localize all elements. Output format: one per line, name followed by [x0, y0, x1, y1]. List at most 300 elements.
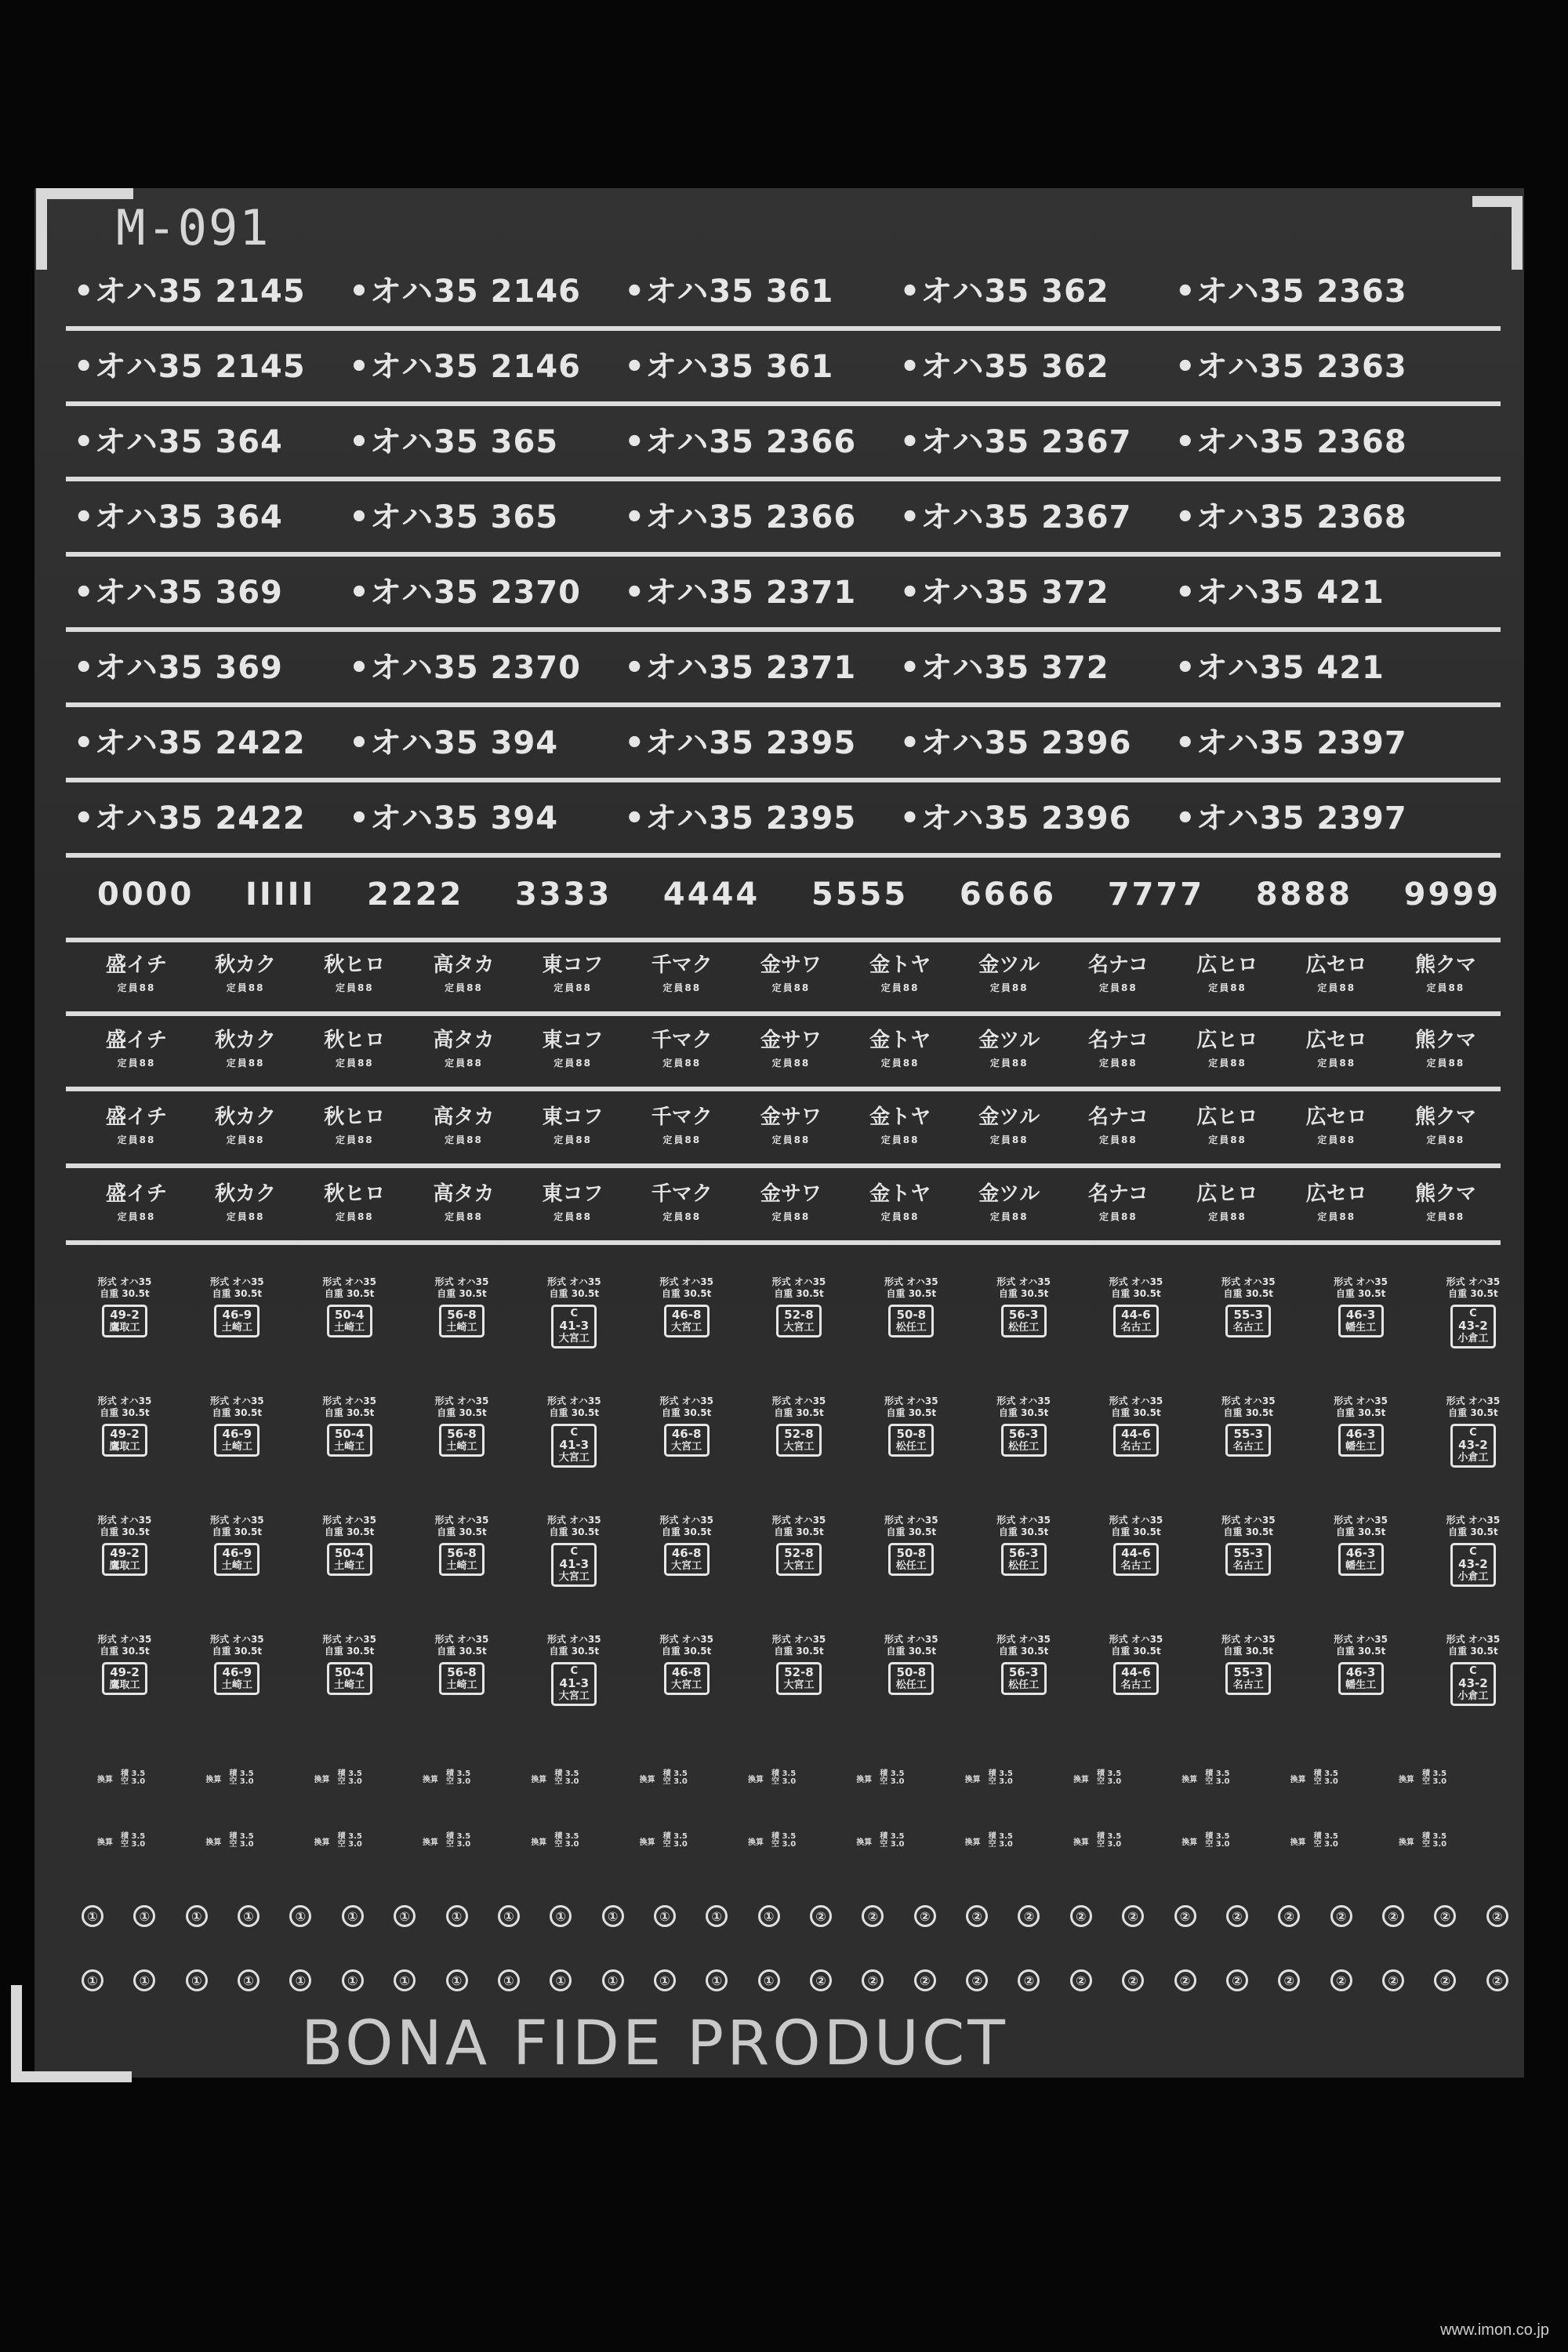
circled-number: ② [1486, 1969, 1508, 1991]
conversion-values [880, 1770, 904, 1786]
circled-number: ② [1174, 1905, 1196, 1927]
depot-code: 秋ヒロ [324, 1182, 386, 1206]
car-number: •オハ35 2422 [74, 725, 306, 761]
plate-date: 41-3 [559, 1438, 590, 1452]
conversion-values [1314, 1770, 1338, 1786]
conversion-loaded: 積 3.5 [1205, 1832, 1230, 1841]
depot-code: 高タカ [433, 1182, 495, 1206]
conversion-empty: 空 3.0 [988, 1840, 1013, 1849]
plate-box [439, 1424, 485, 1457]
conversion-empty: 空 3.0 [554, 1840, 579, 1849]
depot-code: 金サワ [760, 1029, 822, 1052]
plate-type: 形式 オハ35 [884, 1276, 938, 1287]
depot-mark [307, 1178, 401, 1223]
car-number: •オハ35 394 [349, 725, 559, 761]
circled-number: ② [1330, 1969, 1352, 1991]
plate-type: 形式 オハ35 [434, 1515, 489, 1526]
plate-class: C [1469, 1427, 1477, 1439]
builder-plate [756, 1396, 842, 1468]
depot-mark [744, 949, 838, 994]
plate-weight: 自重 30.5t [324, 1526, 375, 1537]
plate-date: 50-8 [896, 1427, 927, 1441]
circled-number: ② [1278, 1969, 1300, 1991]
builder-plate [644, 1634, 730, 1706]
conversion-mark-row [97, 1770, 1485, 1786]
plate-weight: 自重 30.5t [212, 1526, 263, 1537]
conversion-loaded: 積 3.5 [988, 1832, 1013, 1841]
plate-date: 46-8 [671, 1665, 702, 1679]
builder-plate [419, 1634, 505, 1706]
plate-weight: 自重 30.5t [886, 1288, 937, 1299]
plate-works: 松任工 [1008, 1441, 1040, 1453]
depot-mark [1181, 1024, 1275, 1069]
digit-group: 4444 [662, 877, 760, 913]
conversion-label: 換算 [1181, 1838, 1198, 1847]
conversion-empty: 空 3.0 [771, 1840, 797, 1849]
builder-plate [1093, 1634, 1179, 1706]
circled-number: ② [1122, 1969, 1144, 1991]
depot-code: 金トヤ [869, 1029, 931, 1052]
conversion-mark [531, 1770, 617, 1786]
plate-type: 形式 オハ35 [1446, 1276, 1501, 1287]
plate-date: 46-9 [222, 1308, 252, 1322]
depot-mark [635, 1178, 729, 1223]
plate-class: C [570, 1427, 579, 1439]
depot-code: 金トヤ [869, 1182, 931, 1206]
sheet-code: M-091 [116, 199, 270, 256]
capacity-label: 定員88 [1426, 1211, 1465, 1222]
plate-box [1225, 1662, 1271, 1695]
conversion-values [1205, 1833, 1229, 1849]
plate-date: 41-3 [559, 1557, 590, 1571]
car-number: •オハ35 365 [349, 424, 559, 460]
divider-line [66, 702, 1501, 707]
depot-mark [635, 1024, 729, 1069]
depot-mark [307, 1024, 401, 1069]
plate-works: 名古工 [1120, 1560, 1152, 1572]
plate-box [1338, 1424, 1384, 1457]
depot-code: 秋ヒロ [324, 1029, 386, 1052]
plate-type: 形式 オハ35 [1334, 1396, 1388, 1406]
divider-line [66, 938, 1501, 942]
builder-plate [868, 1515, 954, 1587]
capacity-label: 定員88 [226, 1211, 265, 1222]
plate-box [1338, 1305, 1384, 1338]
builder-plate [531, 1515, 617, 1587]
builder-plate [307, 1634, 393, 1706]
plate-weight: 自重 30.5t [661, 1407, 712, 1418]
conversion-label: 換算 [1181, 1775, 1198, 1784]
conversion-empty: 空 3.0 [229, 1840, 254, 1849]
capacity-label: 定員88 [771, 982, 811, 993]
plate-box [888, 1424, 934, 1457]
depot-mark [526, 1101, 620, 1146]
plate-type: 形式 オハ35 [1334, 1276, 1388, 1287]
plate-date: 43-2 [1458, 1319, 1488, 1333]
depot-mark [635, 1101, 729, 1146]
conversion-mark [205, 1833, 292, 1849]
conversion-values [446, 1770, 470, 1786]
plate-weight: 自重 30.5t [437, 1526, 487, 1537]
plate-box [327, 1424, 372, 1457]
circled-number: ② [1434, 1969, 1456, 1991]
plate-date: 50-8 [896, 1308, 927, 1322]
plate-weight: 自重 30.5t [549, 1288, 600, 1299]
plate-date: 46-8 [671, 1427, 702, 1441]
plate-type: 形式 オハ35 [771, 1396, 826, 1406]
divider-line [66, 401, 1501, 406]
capacity-label: 定員88 [117, 1134, 156, 1145]
car-number: •オハ35 2367 [899, 499, 1132, 535]
conversion-values [554, 1770, 579, 1786]
plate-date: 50-4 [334, 1546, 365, 1560]
plate-box [1225, 1543, 1271, 1576]
circled-number: ① [238, 1969, 260, 1991]
divider-line [66, 1163, 1501, 1168]
builder-plate [419, 1276, 505, 1348]
plate-date: 52-8 [784, 1308, 814, 1322]
circled-number: ② [914, 1905, 936, 1927]
depot-mark [1399, 1024, 1493, 1069]
plate-works: 土崎工 [334, 1441, 365, 1453]
plate-weight: 自重 30.5t [324, 1646, 375, 1657]
circled-number: ① [394, 1905, 416, 1927]
car-number: •オハ35 361 [624, 349, 834, 385]
builder-plate [1430, 1634, 1516, 1706]
plate-weight: 自重 30.5t [549, 1407, 600, 1418]
circled-number: ② [862, 1969, 884, 1991]
builder-plate [531, 1634, 617, 1706]
plate-box [1225, 1305, 1271, 1338]
plate-works: 大宮工 [783, 1322, 815, 1334]
builder-plate [644, 1276, 730, 1348]
capacity-label: 定員88 [554, 1211, 592, 1222]
plate-type: 形式 オハ35 [322, 1634, 376, 1645]
capacity-label: 定員88 [1099, 1211, 1138, 1222]
depot-mark [89, 1024, 183, 1069]
depot-code: 秋ヒロ [324, 1105, 386, 1129]
depot-mark [744, 1178, 838, 1223]
plate-type: 形式 オハ35 [322, 1276, 376, 1287]
conversion-loaded: 積 3.5 [445, 1832, 471, 1841]
conversion-empty: 空 3.0 [337, 1777, 362, 1786]
conversion-mark [1073, 1833, 1160, 1849]
plate-weight: 自重 30.5t [998, 1407, 1049, 1418]
capacity-label: 定員88 [445, 1058, 483, 1069]
plate-works: 幡生工 [1345, 1441, 1377, 1453]
conversion-mark [856, 1833, 942, 1849]
car-number: •オハ35 421 [1175, 650, 1385, 686]
plate-box [1450, 1305, 1496, 1348]
depot-mark [416, 1024, 510, 1069]
conversion-loaded: 積 3.5 [771, 1832, 797, 1841]
circled-number: ① [758, 1969, 780, 1991]
plate-type: 形式 オハ35 [1109, 1396, 1163, 1406]
capacity-label: 定員88 [989, 1211, 1029, 1222]
plate-works: 松任工 [895, 1441, 927, 1453]
capacity-label: 定員88 [226, 982, 265, 993]
depot-code: 熊クマ [1414, 1182, 1476, 1206]
plate-date: 52-8 [784, 1427, 814, 1441]
plate-box [664, 1305, 710, 1338]
number-row [74, 643, 1446, 690]
builder-plate [644, 1396, 730, 1468]
plate-date: 44-6 [1121, 1308, 1151, 1322]
plate-date: 52-8 [784, 1546, 814, 1560]
depot-mark [962, 1101, 1056, 1146]
plate-weight: 自重 30.5t [1111, 1407, 1161, 1418]
plate-type: 形式 オハ35 [884, 1515, 938, 1526]
capacity-label: 定員88 [554, 1058, 592, 1069]
plate-box [102, 1424, 147, 1457]
conversion-label: 換算 [747, 1838, 764, 1847]
depot-mark [1181, 1101, 1275, 1146]
car-number: •オハ35 2368 [1175, 499, 1407, 535]
car-number: •オハ35 2397 [1175, 800, 1407, 837]
circled-number: ① [342, 1969, 364, 1991]
circled-number: ① [446, 1969, 468, 1991]
conversion-mark [423, 1833, 509, 1849]
conversion-empty: 空 3.0 [1313, 1777, 1338, 1786]
depot-code: 金サワ [760, 1105, 822, 1129]
depot-code: 広セロ [1305, 1105, 1367, 1129]
plate-weight: 自重 30.5t [661, 1646, 712, 1657]
conversion-loaded: 積 3.5 [121, 1769, 146, 1778]
plate-box [1001, 1543, 1047, 1576]
depot-mark [416, 1101, 510, 1146]
plate-type: 形式 オハ35 [1221, 1396, 1276, 1406]
conversion-empty: 空 3.0 [1421, 1840, 1447, 1849]
plate-weight: 自重 30.5t [549, 1646, 600, 1657]
conversion-loaded: 積 3.5 [662, 1832, 688, 1841]
depot-mark [89, 1101, 183, 1146]
builder-plate [419, 1396, 505, 1468]
plate-works: 松任工 [1008, 1322, 1040, 1334]
plate-weight: 自重 30.5t [886, 1526, 937, 1537]
builder-plate [531, 1276, 617, 1348]
plate-type: 形式 オハ35 [434, 1634, 489, 1645]
plate-box [551, 1424, 597, 1468]
depot-code: 広セロ [1305, 1029, 1367, 1052]
conversion-mark [97, 1833, 183, 1849]
conversion-loaded: 積 3.5 [1096, 1832, 1122, 1841]
conversion-label: 換算 [97, 1838, 113, 1847]
plate-weight: 自重 30.5t [212, 1288, 263, 1299]
plate-works: 鷹取工 [109, 1560, 140, 1572]
plate-works: 大宮工 [558, 1452, 590, 1464]
capacity-label: 定員88 [1208, 1058, 1247, 1069]
builder-plate [1318, 1515, 1404, 1587]
number-row [74, 417, 1446, 464]
builder-plate [1318, 1276, 1404, 1348]
car-number: •オハ35 361 [624, 274, 834, 310]
builder-plate [981, 1276, 1067, 1348]
plate-weight: 自重 30.5t [324, 1407, 375, 1418]
plate-type: 形式 オハ35 [97, 1396, 152, 1406]
plate-works: 大宮工 [558, 1571, 590, 1583]
plate-weight: 自重 30.5t [437, 1288, 487, 1299]
depot-mark-row [89, 1024, 1493, 1069]
plate-box [327, 1662, 372, 1695]
capacity-label: 定員88 [1099, 982, 1138, 993]
depot-code: 広セロ [1305, 953, 1367, 977]
capacity-label: 定員88 [1208, 1211, 1247, 1222]
depot-mark [1071, 1178, 1165, 1223]
plate-date: 43-2 [1458, 1676, 1488, 1690]
plate-type: 形式 オハ35 [546, 1634, 601, 1645]
conversion-loaded: 積 3.5 [337, 1832, 362, 1841]
conversion-loaded: 積 3.5 [1313, 1832, 1338, 1841]
plate-box [664, 1543, 710, 1576]
plate-works: 名古工 [1232, 1322, 1264, 1334]
depot-code: 熊クマ [1414, 1105, 1476, 1129]
builder-plate [1430, 1515, 1516, 1587]
conversion-empty: 空 3.0 [445, 1777, 471, 1786]
plate-type: 形式 オハ35 [434, 1276, 489, 1287]
corner-mark-bottom-left [11, 1985, 132, 2082]
plate-type: 形式 オハ35 [1334, 1634, 1388, 1645]
plate-weight: 自重 30.5t [100, 1646, 150, 1657]
car-number: •オハ35 2145 [74, 274, 306, 310]
plate-weight: 自重 30.5t [886, 1646, 937, 1657]
plate-works: 鷹取工 [109, 1679, 140, 1691]
plate-date: 41-3 [559, 1319, 590, 1333]
plate-weight: 自重 30.5t [1335, 1288, 1386, 1299]
conversion-empty: 空 3.0 [1421, 1777, 1447, 1786]
depot-code: 千マク [651, 1182, 713, 1206]
plate-type: 形式 オハ35 [996, 1396, 1051, 1406]
conversion-loaded: 積 3.5 [337, 1769, 362, 1778]
depot-mark [1290, 949, 1384, 994]
car-number: •オハ35 2146 [349, 274, 581, 310]
car-number: •オハ35 2370 [349, 650, 581, 686]
plate-weight: 自重 30.5t [886, 1407, 937, 1418]
builder-plate [981, 1515, 1067, 1587]
builder-plate [644, 1515, 730, 1587]
depot-mark-row [89, 949, 1493, 994]
plate-date: 56-3 [1008, 1427, 1039, 1441]
circled-number: ② [1174, 1969, 1196, 1991]
conversion-label: 換算 [639, 1775, 655, 1784]
car-number: •オハ35 2371 [624, 575, 857, 611]
plate-works: 大宮工 [671, 1560, 702, 1572]
conversion-mark [1181, 1770, 1268, 1786]
car-number: •オハ35 2146 [349, 349, 581, 385]
conversion-mark [1399, 1770, 1485, 1786]
plate-box [1113, 1424, 1159, 1457]
plate-date: 56-8 [447, 1308, 477, 1322]
depot-mark [416, 949, 510, 994]
plate-type: 形式 オハ35 [659, 1396, 713, 1406]
depot-code: 熊クマ [1414, 953, 1476, 977]
conversion-mark [640, 1833, 726, 1849]
conversion-values [121, 1833, 145, 1849]
depot-mark [1290, 1101, 1384, 1146]
car-number: •オハ35 2366 [624, 499, 857, 535]
depot-code: 東コフ [542, 1105, 604, 1129]
conversion-label: 換算 [1398, 1838, 1414, 1847]
plate-works: 大宮工 [783, 1679, 815, 1691]
car-number: •オハ35 2395 [624, 725, 857, 761]
car-number: •オハ35 2367 [899, 424, 1132, 460]
plate-works: 小倉工 [1457, 1571, 1489, 1583]
plate-box [102, 1305, 147, 1338]
plate-box [214, 1543, 260, 1576]
plate-class: C [1469, 1546, 1477, 1558]
plate-class: C [1469, 1308, 1477, 1319]
conversion-values [1205, 1770, 1229, 1786]
builder-plate [868, 1634, 954, 1706]
capacity-label: 定員88 [1099, 1058, 1138, 1069]
builder-plate [1205, 1634, 1291, 1706]
car-number: •オハ35 2363 [1175, 274, 1407, 310]
circled-number: ② [1070, 1969, 1092, 1991]
depot-mark [198, 1178, 292, 1223]
capacity-label: 定員88 [662, 1211, 702, 1222]
plate-box [1338, 1543, 1384, 1576]
divider-line [66, 552, 1501, 557]
builder-plate [82, 1396, 168, 1468]
digit-group: IIIII [245, 877, 316, 913]
plate-box [776, 1424, 822, 1457]
digit-group: 2222 [367, 877, 464, 913]
depot-code: 金トヤ [869, 953, 931, 977]
plate-weight: 自重 30.5t [998, 1646, 1049, 1657]
plate-box [1450, 1662, 1496, 1706]
car-number: •オハ35 2366 [624, 424, 857, 460]
capacity-label: 定員88 [117, 982, 156, 993]
conversion-label: 換算 [1073, 1838, 1089, 1847]
builder-plate-row [82, 1276, 1516, 1348]
plate-weight: 自重 30.5t [1111, 1526, 1161, 1537]
plate-type: 形式 オハ35 [771, 1276, 826, 1287]
capacity-label: 定員88 [1208, 1134, 1247, 1145]
plate-date: 46-3 [1345, 1665, 1376, 1679]
plate-weight: 自重 30.5t [1448, 1646, 1498, 1657]
conversion-empty: 空 3.0 [771, 1777, 797, 1786]
conversion-mark [1073, 1770, 1160, 1786]
plate-works: 松任工 [895, 1679, 927, 1691]
plate-weight: 自重 30.5t [774, 1526, 824, 1537]
builder-plate-row [82, 1396, 1516, 1468]
plate-weight: 自重 30.5t [1448, 1407, 1498, 1418]
plate-date: 56-3 [1008, 1546, 1039, 1560]
plate-type: 形式 オハ35 [210, 1396, 264, 1406]
circled-number: ② [1278, 1905, 1300, 1927]
circled-number: ① [289, 1969, 311, 1991]
depot-code: 秋カク [215, 1105, 277, 1129]
depot-mark [526, 1024, 620, 1069]
depot-code: 名ナコ [1087, 1182, 1149, 1206]
circled-number: ② [810, 1969, 832, 1991]
conversion-label: 換算 [1290, 1775, 1306, 1784]
depot-code: 熊クマ [1414, 1029, 1476, 1052]
digit-group: 3333 [514, 877, 612, 913]
depot-mark [198, 1024, 292, 1069]
conversion-empty: 空 3.0 [1205, 1777, 1230, 1786]
conversion-values [1097, 1770, 1121, 1786]
digit-group: 6666 [959, 877, 1057, 913]
plate-weight: 自重 30.5t [1223, 1407, 1274, 1418]
car-number: •オハ35 372 [899, 575, 1109, 611]
depot-mark [1290, 1024, 1384, 1069]
plate-weight: 自重 30.5t [661, 1288, 712, 1299]
circled-number: ① [238, 1905, 260, 1927]
depot-code: 千マク [651, 1105, 713, 1129]
circled-number: ② [1330, 1905, 1352, 1927]
capacity-label: 定員88 [989, 1058, 1029, 1069]
conversion-loaded: 積 3.5 [988, 1769, 1013, 1778]
